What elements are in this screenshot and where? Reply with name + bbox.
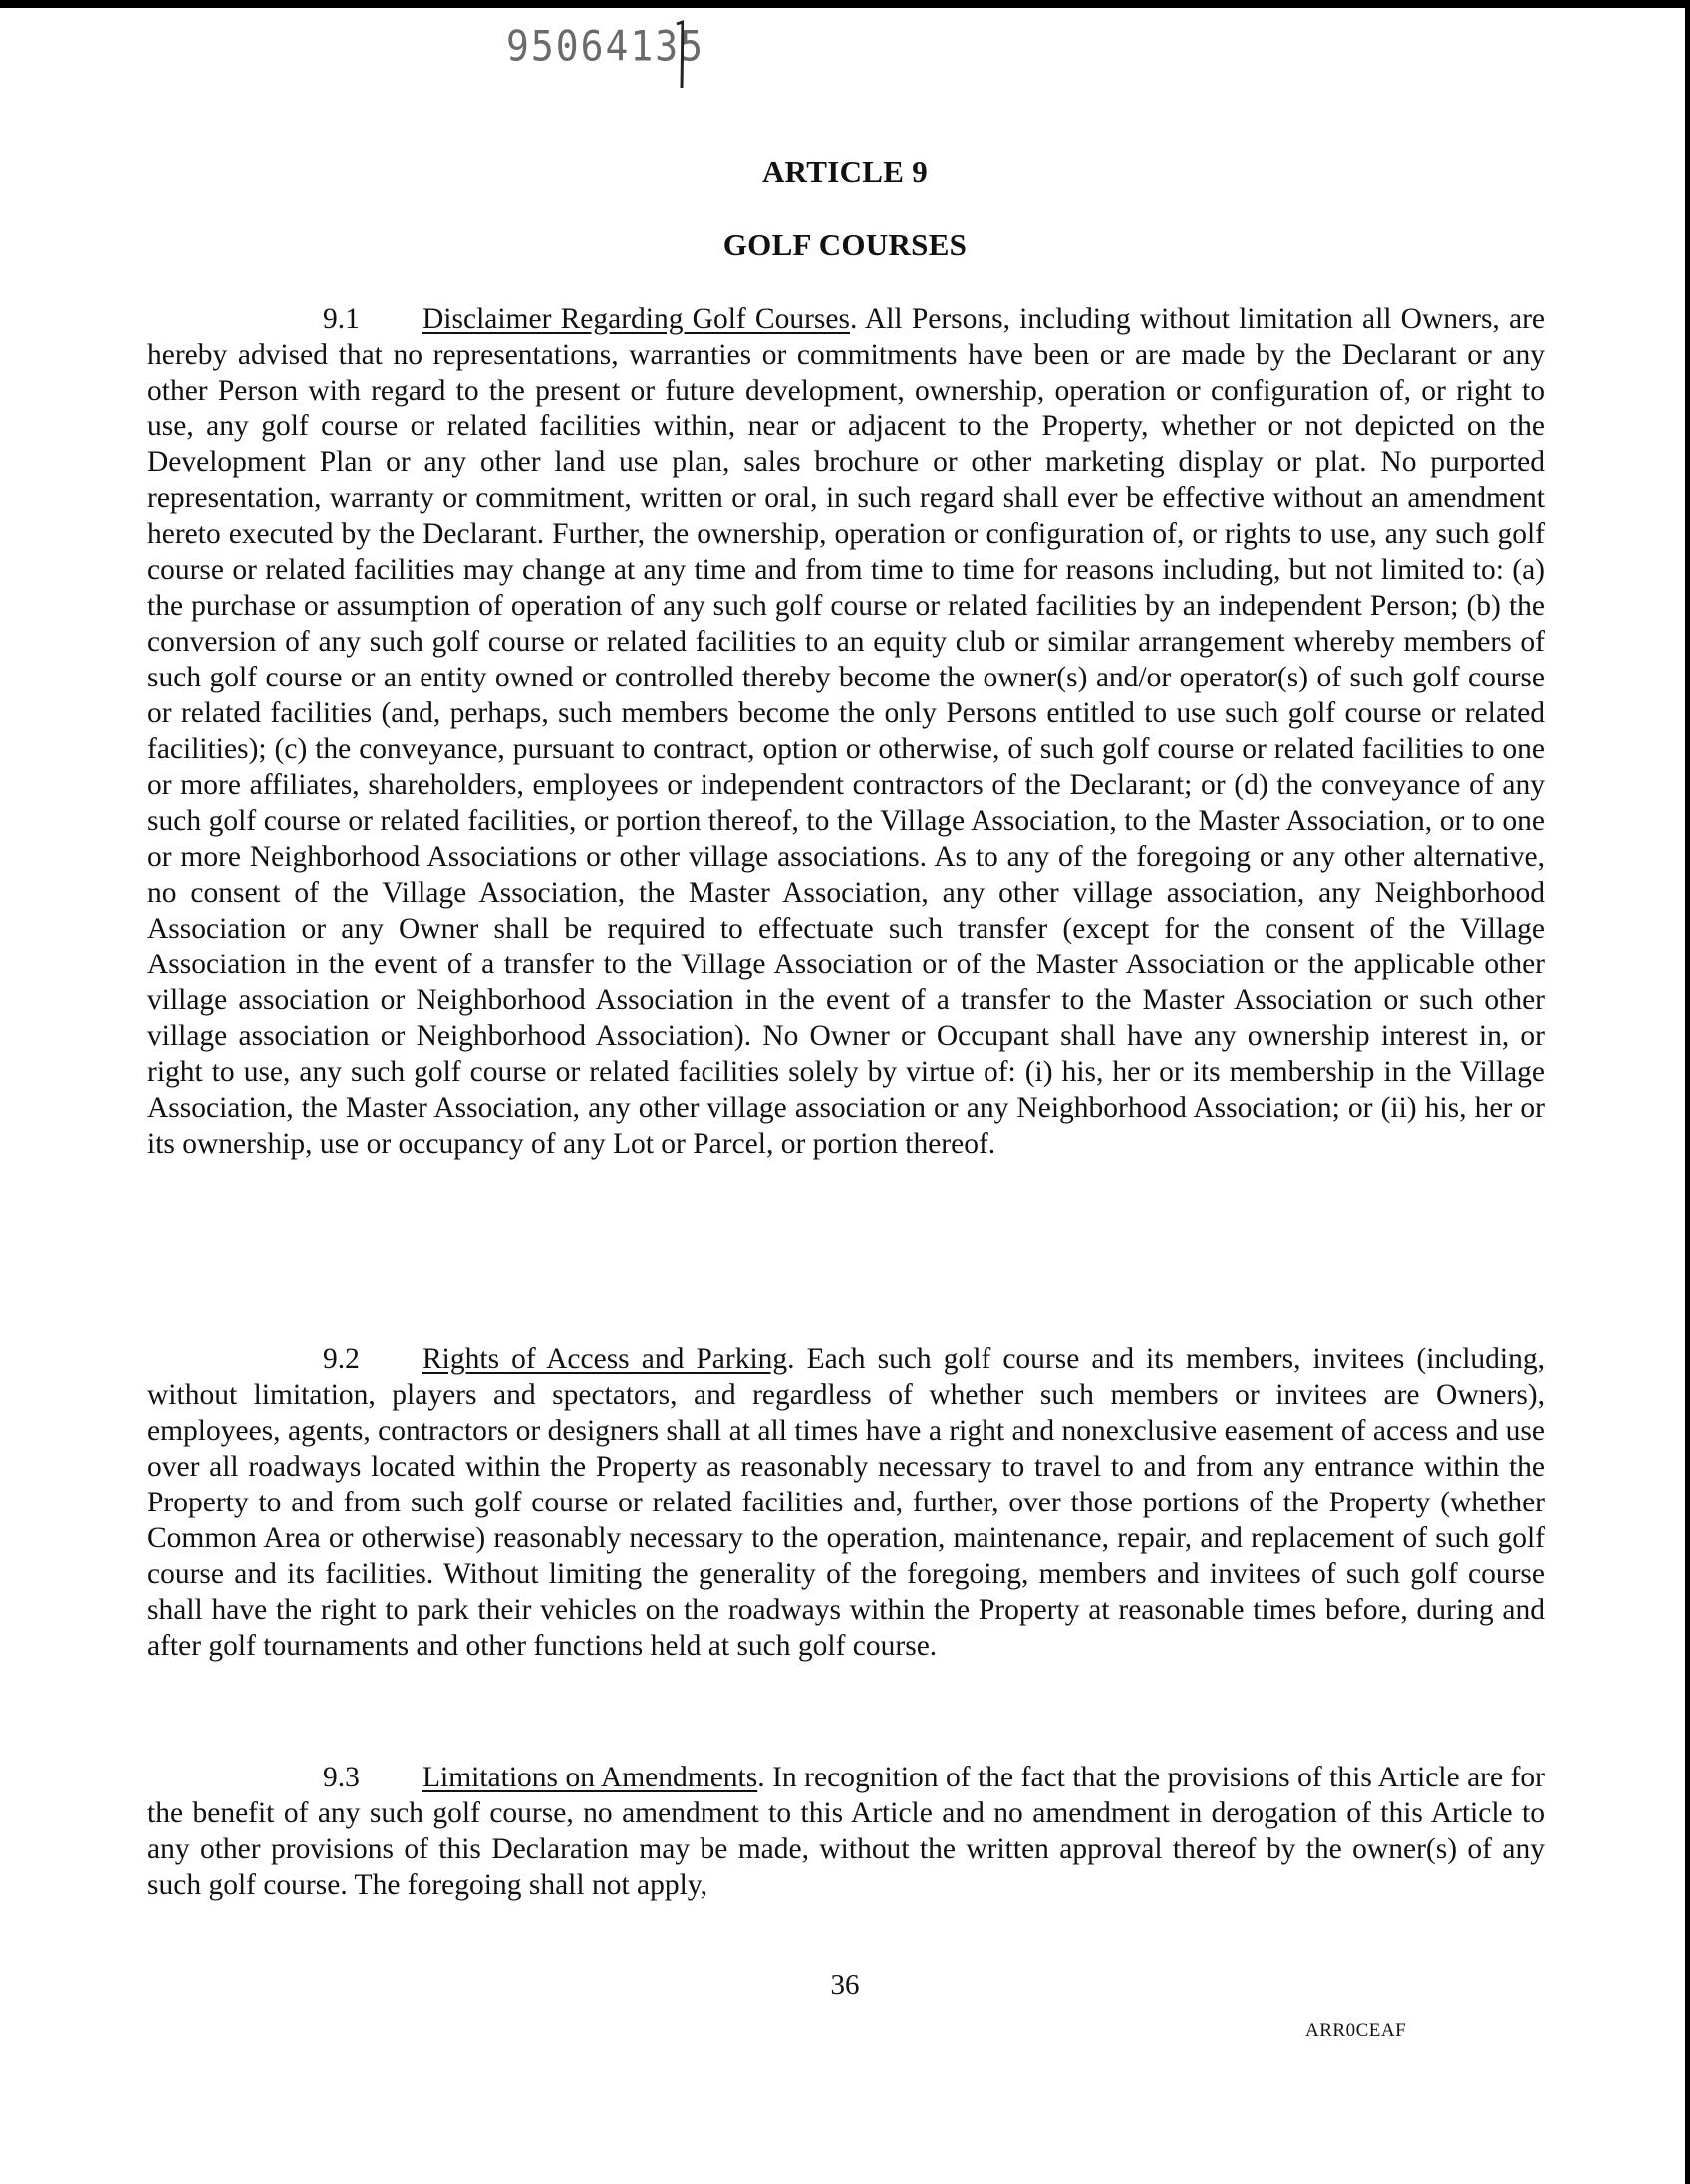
section-number: 9.3: [323, 1762, 360, 1793]
section-9-1: [147, 301, 1545, 1162]
section-text: . Each such golf course and its members, invitees (including, without limitation, players and spectators, and regardless of whether such members or invitees are Owners), employees, agents, contractors or designers shall at all times have a right and nonexclusive easement of access and use over all roadways located within the Property as reasonably necessary to travel to and from any entrance within the Property to and from such golf course or related facilities and, further, over those portions of the Property (whether Common Area or otherwise) reasonably necessary to the operation, maintenance, repair, and replacement of such golf course and its facilities. Without limiting the generality of the foregoing, members and invitees of such golf course shall have the right to park their vehicles on the roadways within the Property at reasonable times before, during and after golf tournaments and other functions held at such golf course.: [147, 1343, 1545, 1662]
section-9-2: [147, 1341, 1545, 1664]
document-stamp-number: 95064135: [506, 21, 705, 71]
section-text: . In recognition of the fact that the provisions of this Article are for the benefit of any such golf course, no amendment to this Article and no amendment in derogation of this Article to any other provisions of this Declaration may be made, without the written approval thereof by the owner(s) of any such golf course. The foregoing shall not apply,: [147, 1762, 1545, 1901]
section-text: . All Persons, including without limitation all Owners, are hereby advised that no representations, warranties or commitments have been or are made by the Declarant or any other Person with regard to the present or future development, ownership, operation or configuration of, or right to use, any golf course or related facilities within, near or adjacent to the Property, whether or not depicted on the Development Plan or any other land use plan, sales brochure or other marketing display or plat. No purported representation, warranty or commitment, written or oral, in such regard shall ever be effective without an amendment hereto executed by the Declarant. Further, the ownership, operation or configuration of, or rights to use, any such golf course or related facilities may change at any time and from time to time for reasons including, but not limited to: (a) the purchase or assumption of operation of any such golf course or related facilities by an independent Person; (b) the conversion of any such golf course or related facilities to an equity club or similar arrangement whereby members of such golf course or an entity owned or controlled thereby become the owner(s) and/or operator(s) of such golf course or related facilities (and, perhaps, such members become the only Persons entitled to use such golf course or related facilities); (c) the conveyance, pursuant to contract, option or otherwise, of such golf course or related facilities to one or more affiliates, shareholders, employees or independent contractors of the Declarant; or (d) the conveyance of any such golf course or related facilities, or portion thereof, to the Village Association, to the Master Association, or to one or more Neighborhood Associations or other village associations. As to any of the foregoing or any other alternative, no consent of the Village Association, the Master Association, any other village association, any Neighborhood Association or any Owner shall be required to effectuate such transfer (except for the consent of the Village Association in the event of a transfer to the Village Association or of the Master Association or the applicable other village association or Neighborhood Association in the event of a transfer to the Master Association or such other village association or Neighborhood Association). No Owner or Occupant shall have any ownership interest in, or right to use, any such golf course or related facilities solely by virtue of: (i) his, her or its membership in the Village Association, the Master Association, any other village association or any Neighborhood Association; or (ii) his, her or its ownership, use or occupancy of any Lot or Parcel, or portion thereof.: [147, 303, 1545, 1160]
section-number: 9.1: [323, 303, 360, 335]
scan-top-border: [0, 0, 1690, 8]
page-number: 36: [830, 1969, 860, 2001]
document-code: ARR0CEAF: [1305, 2020, 1407, 2041]
section-paragraph: [147, 1341, 1545, 1664]
section-9-3: [147, 1760, 1545, 1903]
stamp-bracket-mark: [676, 20, 684, 90]
section-heading: Rights of Access and Parking: [422, 1343, 788, 1375]
section-number: 9.2: [323, 1343, 360, 1375]
article-title-heading: GOLF COURSES: [722, 227, 968, 262]
section-heading: Disclaimer Regarding Golf Courses: [422, 303, 850, 335]
article-number-heading: ARTICLE 9: [761, 154, 929, 189]
section-paragraph: [147, 1760, 1545, 1903]
section-paragraph: [147, 301, 1545, 1162]
scan-right-border: [1685, 0, 1690, 2184]
section-heading: Limitations on Amendments: [422, 1762, 758, 1793]
